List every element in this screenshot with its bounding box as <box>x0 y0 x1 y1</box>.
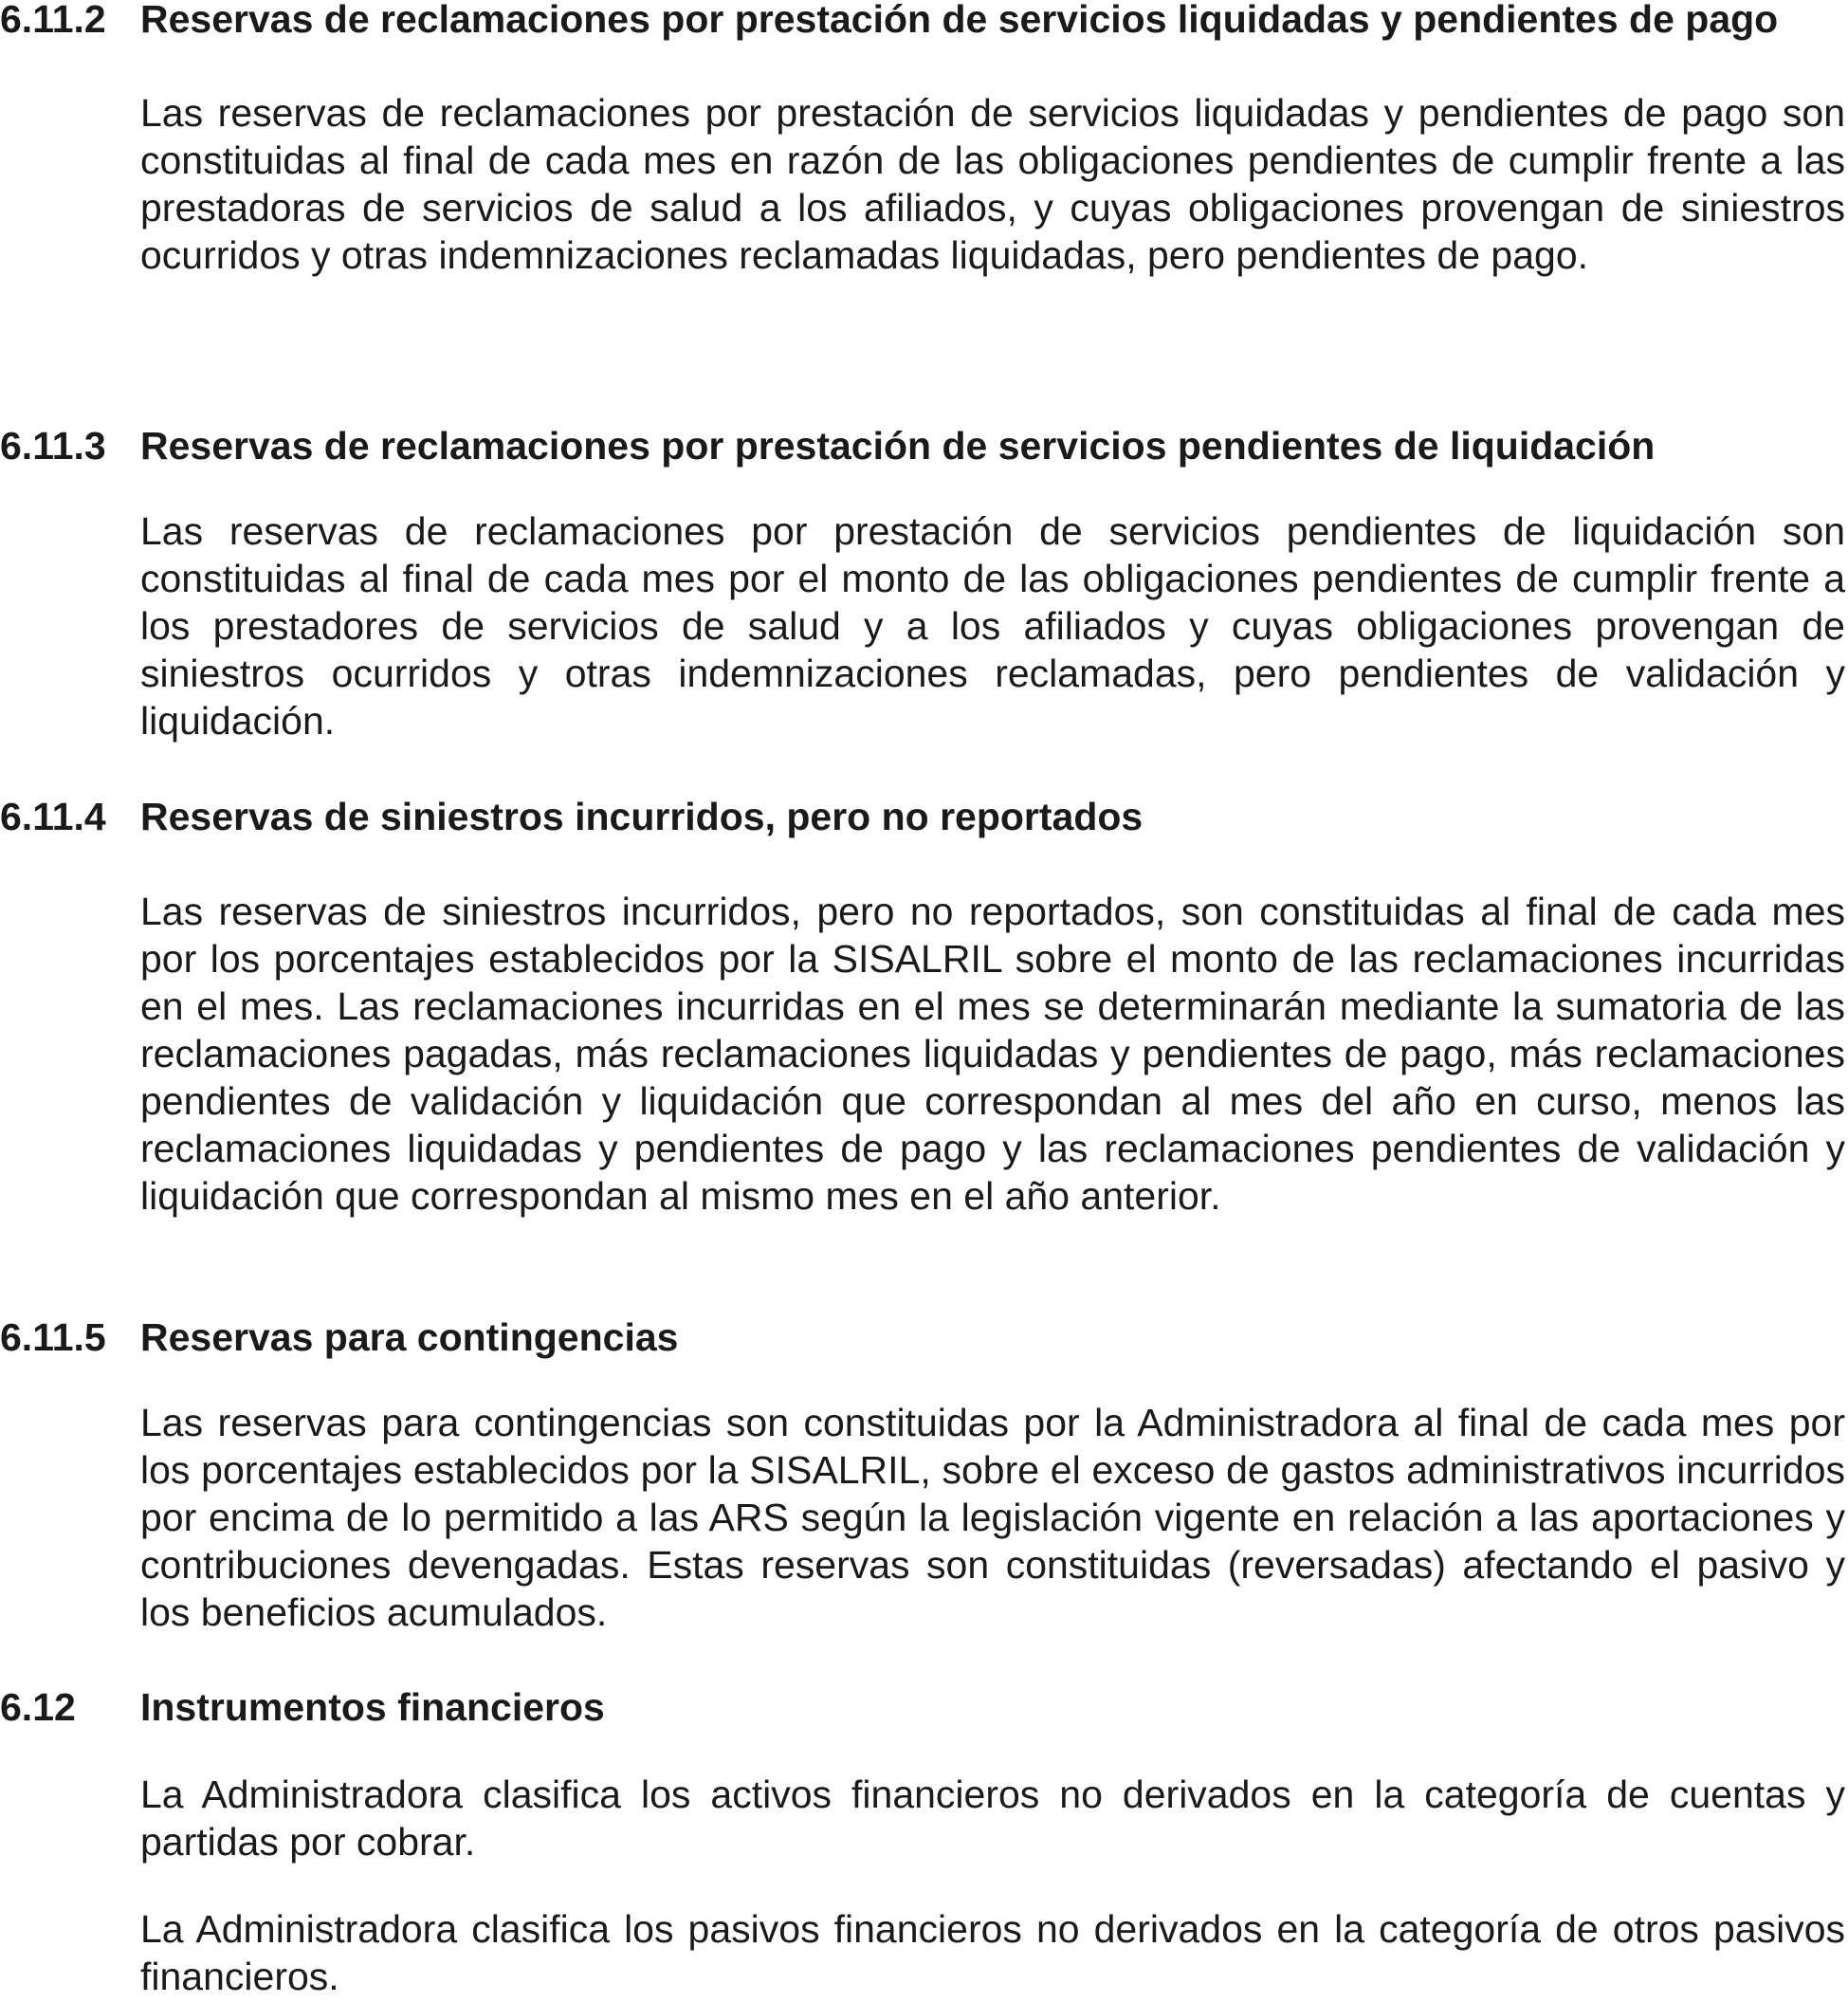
section-title: Reservas de reclamaciones por prestación de servicios liquidadas y pendientes de pago <box>140 0 1779 41</box>
section-number: 6.11.4 <box>0 795 106 838</box>
section-number: 6.11.3 <box>0 424 106 468</box>
section-heading <box>0 1313 1848 1361</box>
section-paragraph: Las reservas para contingencias son constituidas por la Administradora al final de cada mes por los porcentajes establecidos por la SISALRIL, sobre el exceso de gastos administrativos incurridos por encima de lo permitido a las ARS según la legislación vigente en relación a las aportaciones y contribuciones devengadas. Estas reservas son constituidas (reversadas) afectando el pasivo y los beneficios acumulados. <box>140 1401 1845 1634</box>
section-paragraph: Las reservas de reclamaciones por prestación de servicios pendientes de liquidación son constituidas al final de cada mes por el monto de las obligaciones pendientes de cumplir frente a los prestadores de servicios de salud y a los afiliados y cuyas obligaciones provengan de siniestros ocurridos y otras indemnizaciones reclamadas, pero pendientes de validación y liquidación. <box>140 509 1845 743</box>
section-heading <box>0 0 1848 43</box>
section-heading <box>0 793 1848 840</box>
section-number: 6.11.2 <box>0 0 106 41</box>
section-title: Reservas para contingencias <box>140 1315 679 1359</box>
section-title: Reservas de reclamaciones por prestación de servicios pendientes de liquidación <box>140 424 1656 468</box>
section-title: Reservas de siniestros incurridos, pero no reportados <box>140 795 1144 838</box>
section-title: Instrumentos financieros <box>140 1685 605 1729</box>
section-number: 6.11.5 <box>0 1315 106 1359</box>
section-6-11-3 <box>0 422 1848 744</box>
section-6-11-5 <box>0 1313 1848 1636</box>
section-paragraph: Las reservas de siniestros incurridos, pero no reportados, son constituidas al final de cada mes por los porcentajes establecidos por la SISALRIL sobre el monto de las reclamaciones incurridas en el mes. Las reclamaciones incurridas en el mes se determinarán mediante la sumatoria de las reclamaciones pagadas, más reclamaciones liquidadas y pendientes de pago, más reclamaciones pendientes de validación y liquidación que correspondan al mes del año en curso, menos las reclamaciones liquidadas y pendientes de pago y las reclamaciones pendientes de validación y liquidación que correspondan al mismo mes en el año anterior. <box>140 890 1845 1218</box>
section-heading <box>0 1683 1848 1731</box>
section-paragraph: La Administradora clasifica los pasivos financieros no derivados en la categoría de otros pasivos financieros. <box>140 1907 1845 1998</box>
section-heading <box>0 422 1848 469</box>
section-paragraph: La Administradora clasifica los activos financieros no derivados en la categoría de cuentas y partidas por cobrar. <box>140 1772 1845 1864</box>
section-6-11-2 <box>0 0 1848 279</box>
section-6-12 <box>0 1683 1848 2000</box>
section-paragraph: Las reservas de reclamaciones por prestación de servicios liquidadas y pendientes de pago son constituidas al final de cada mes en razón de las obligaciones pendientes de cumplir frente a las prestadoras de servicios de salud a los afiliados, y cuyas obligaciones provengan de siniestros ocurridos y otras indemnizaciones reclamadas liquidadas, pero pendientes de pago. <box>140 91 1845 277</box>
section-6-11-4 <box>0 793 1848 1220</box>
section-number: 6.12 <box>0 1685 76 1729</box>
